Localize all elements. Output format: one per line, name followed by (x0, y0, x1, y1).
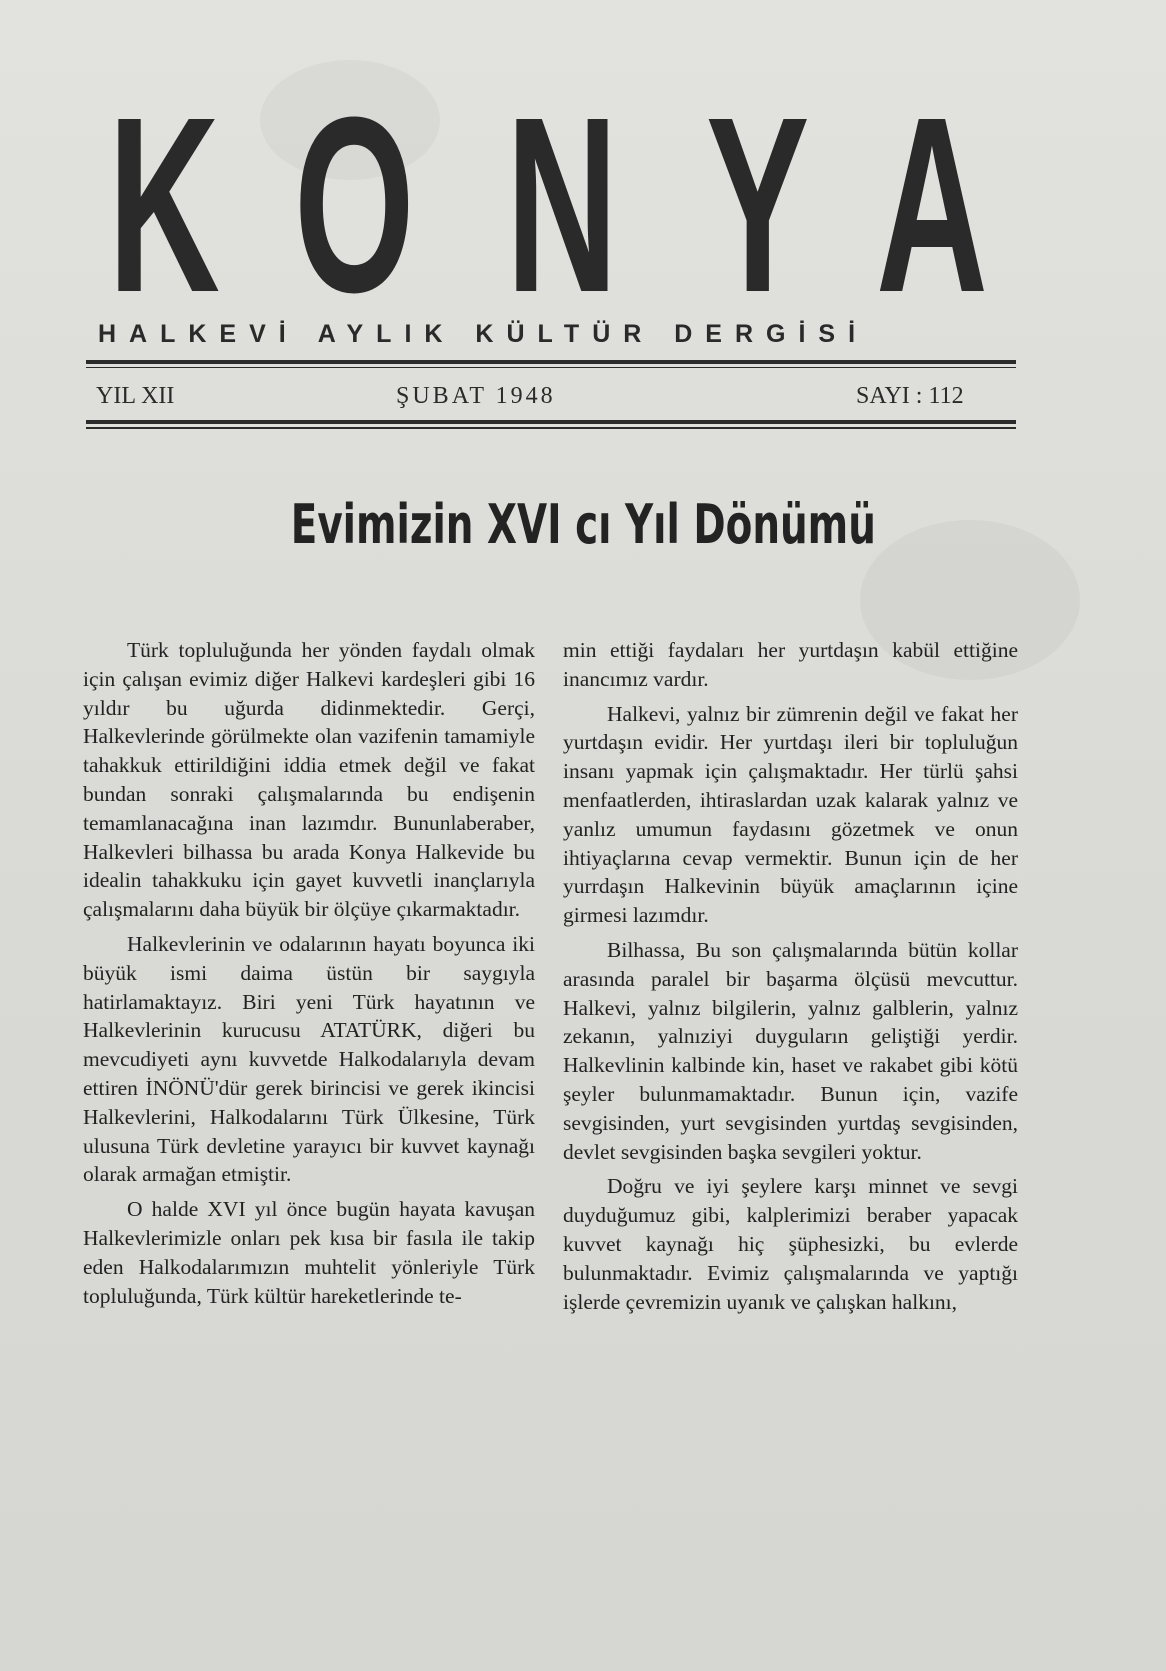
masthead-letter: Y (706, 65, 810, 344)
masthead-letter: O (294, 65, 415, 344)
masthead-subtitle: HALKEVİ AYLIK KÜLTÜR DERGİSİ (98, 320, 869, 348)
issue-date: ŞUBAT 1948 (396, 383, 556, 409)
paragraph: min ettiği faydaları her yurtdaşın kabül ettiğine inancımız vardır. (563, 638, 1018, 691)
paragraph: Türk topluluğunda her yönden faydalı olmak için çalışan evimiz diğer Halkevi kardeşleri gibi 16 yıldır bu uğurda didinmektedir. Gerçi, Halkevlerinde görülmekte olan vazifenin tamamiyle tahakkuk ettirildiğini iddia etmek değil ve fakat bundan sonraki çalışmalarında bu endişenin temamlanacağına inan lazımdır. Bununlaberaber, Halkevleri bilhassa bu arada Konya Halkevide bu idealin tahakkuku için gayet kuvvetli inançlarıyla çalışmalarını daha büyük bir ölçüye çıkarmaktadır. (83, 638, 535, 922)
paragraph: Bilhassa, Bu son çalışmalarında bütün kollar arasında paralel bir başarma ölçüsü mevcuttur. Halkevi, yalnız bilgilerin, yalnız galblerin, yalnız zekanın, yalnıziyi duyguların geliştiği yerdir. Halkevlinin kalbinde kin, haset ve rakabet gibi kötü şeyler bulunmamaktadır. Bunun için, vazife sevgisinden, yurt sevgisinden yurtdaş sevgisinden, devlet sevgisinden başka sevgileri yoktur. (563, 937, 1018, 1164)
article-column-right (563, 636, 1018, 1322)
divider-rule (86, 420, 1016, 424)
paragraph: Doğru ve iyi şeylere karşı minnet ve sevgi duyduğumuz gibi, kalplerimizi beraber yapacak kuvvet kaynağı hiç şüphesizki, bu evlerde bulunmaktadır. Evimiz çalışmalarında ve yaptığı işlerde çevremizin uyanık ve çalışkan halkını, (563, 1174, 1018, 1314)
paragraph: Halkevlerinin ve odalarının hayatı boyunca iki büyük ismi daima üstün bir saygıyla hatirlamaktayız. Biri yeni Türk hayatının ve Halkevlerinin kurucusu ATATÜRK, diğeri bu mevcudiyeti aynı kuvvetde Halkodalarıyla devam ettiren İNÖNÜ'dür gerek birincisi ve gerek ikincisi Halkevlerini, Halkodalarını Türk Ülkesine, Türk ulusuna Türk devletine yarayıcı bir kuvvet kaynağı olarak armağan etmiştir. (83, 931, 535, 1187)
divider-rule (86, 367, 1016, 368)
article-title-text: Evimizin XVI cı Yıl Dönümü (290, 493, 876, 556)
issue-number: SAYI : 112 (856, 383, 964, 409)
masthead-letter: A (876, 65, 988, 344)
divider-rule (86, 360, 1016, 364)
issue-year: YIL XII (96, 383, 175, 409)
paragraph: O halde XVI yıl önce bugün hayata kavuşan Halkevlerimizle onları pek kısa bir fasıla ile takip eden Halkodalarımızın muhtelit yönleriyle Türk topluluğunda, Türk kültür hareketlerinde te- (83, 1197, 535, 1308)
article-title (0, 493, 1166, 556)
divider-rule (86, 427, 1016, 429)
article-column-left (83, 636, 535, 1316)
paragraph: Halkevi, yalnız bir zümrenin değil ve fakat her yurtdaşın evidir. Her yurtdaşı ileri bir topluluğun insanı yapmak için çalışmaktadır. Her türlü şahsi menfaatlerden, ihtiraslardan uzak kalarak yalnız ve yanlız umumun faydasını gözetmek ve onun ihtiyaçlarına cevap vermektir. Bunun için de her yurrdaşın Halkevinin büyük amaçlarının içine girmesi lazımdır. (563, 701, 1018, 928)
masthead-letter: K (108, 65, 220, 344)
masthead-letter: N (506, 65, 618, 344)
